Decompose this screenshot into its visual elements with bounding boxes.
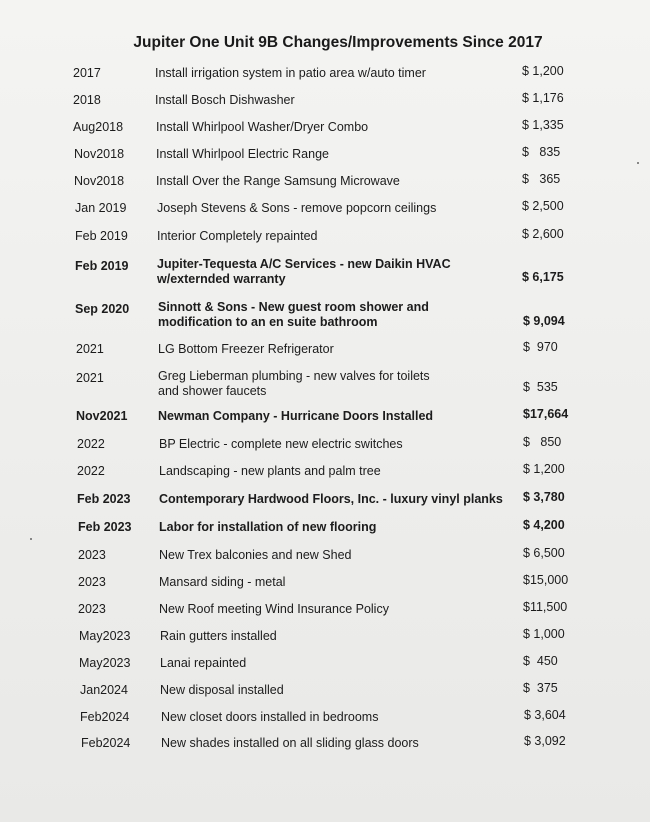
row-description-line: Joseph Stevens & Sons - remove popcorn ceilings [157,201,437,215]
row-description-line: Rain gutters installed [160,629,277,643]
row-amount: $ 2,500 [522,199,564,213]
row-description [159,464,381,479]
row-description-line: New Trex balconies and new Shed [159,548,352,562]
row-date: Feb2024 [80,710,130,724]
row-amount: $ 2,600 [522,227,564,241]
row-amount: $ 3,604 [524,708,566,722]
row-description [161,710,378,725]
paper-speck [30,538,32,540]
row-description [160,683,284,698]
row-date: Nov2021 [76,409,128,423]
page-title: Jupiter One Unit 9B Changes/Improvements Since 2017 [133,34,543,51]
row-date: Sep 2020 [75,302,130,316]
row-description [157,201,436,216]
row-description-line: LG Bottom Freezer Refrigerator [158,342,334,356]
row-description [159,602,389,617]
row-date: 2021 [76,342,104,356]
row-description [156,120,368,135]
row-date: 2023 [78,575,106,589]
row-description-line: Labor for installation of new flooring [159,520,377,534]
row-description-line: Install irrigation system in patio area w/auto timer [155,66,426,80]
row-description-line: Install Whirlpool Electric Range [156,147,329,161]
row-date: Feb 2023 [77,492,131,506]
row-description-line: Install Bosch Dishwasher [155,93,295,107]
row-date: May2023 [79,656,131,670]
row-description [156,147,329,162]
row-description-line: Greg Lieberman plumbing - new valves for toilets [158,369,430,383]
row-amount: $ 970 [523,340,558,354]
row-description-line: Install Whirlpool Washer/Dryer Combo [156,120,369,134]
row-amount: $11,500 [523,600,568,614]
row-description [155,66,426,81]
row-description [158,300,429,330]
row-description-line: New shades installed on all sliding glass doors [161,736,419,750]
row-description-line: Jupiter-Tequesta A/C Services - new Daikin HVAC [157,257,451,271]
row-date: 2021 [76,371,104,385]
row-amount: $15,000 [523,573,569,587]
row-date: Nov2018 [74,147,125,161]
row-description [155,93,295,108]
row-amount: $ 1,176 [522,91,564,105]
row-description [157,229,318,244]
row-description [157,257,451,287]
row-date: Nov2018 [74,174,125,188]
row-amount: $ 835 [522,145,561,159]
row-amount: $ 1,335 [522,118,564,132]
row-description [158,369,430,399]
row-description-line: Landscaping - new plants and palm tree [159,464,381,478]
row-amount: $ 9,094 [523,314,565,328]
row-date: 2022 [77,464,105,478]
row-date: Feb 2019 [75,229,128,243]
row-description [156,174,400,189]
row-description-line: Lanai repainted [160,656,247,670]
row-description-line: and shower faucets [158,384,267,398]
row-description [159,437,403,452]
row-description-line: New closet doors installed in bedrooms [161,710,379,724]
row-date: Aug2018 [73,120,124,134]
row-amount: $ 1,000 [523,627,565,641]
row-description-line: Interior Completely repainted [157,229,318,243]
row-amount: $ 850 [523,435,562,449]
row-amount: $ 1,200 [523,462,565,476]
row-date: 2018 [73,93,101,107]
row-amount: $ 365 [522,172,561,186]
row-amount: $ 375 [523,681,558,695]
row-date: 2023 [78,602,106,616]
row-description [159,548,351,563]
row-description [158,409,433,424]
row-date: Feb 2019 [75,259,129,273]
row-description-line: w/externded warranty [157,272,286,286]
row-description-line: Newman Company - Hurricane Doors Installed [158,409,434,423]
row-description [161,736,419,751]
row-date: 2022 [77,437,105,451]
row-date: Jan 2019 [75,201,127,215]
row-description [159,575,285,590]
row-description [159,492,503,507]
row-description [160,629,277,644]
row-description-line: modification to an en suite bathroom [158,315,378,329]
row-date: May2023 [79,629,131,643]
row-date: 2017 [73,66,101,80]
row-amount: $ 6,500 [523,546,565,560]
row-description [160,656,246,671]
row-description [159,520,376,535]
row-description-line: Install Over the Range Samsung Microwave [156,174,400,188]
row-date: Feb 2023 [78,520,132,534]
row-description-line: BP Electric - complete new electric switches [159,437,403,451]
row-description-line: Mansard siding - metal [159,575,286,589]
row-description [158,342,334,357]
row-amount: $ 450 [523,654,558,668]
row-amount: $ 4,200 [523,518,565,532]
row-date: 2023 [78,548,106,562]
row-description-line: New disposal installed [160,683,284,697]
row-description-line: Sinnott & Sons - New guest room shower and [158,300,429,314]
row-amount: $ 535 [523,380,558,394]
paper-speck [637,162,639,164]
row-description-line: Contemporary Hardwood Floors, Inc. - luxury vinyl planks [159,492,503,506]
row-date: Feb2024 [81,736,131,750]
row-amount: $ 3,780 [523,490,565,504]
row-description-line: New Roof meeting Wind Insurance Policy [159,602,389,616]
row-amount: $ 3,092 [524,734,566,748]
row-date: Jan2024 [80,683,128,697]
row-amount: $17,664 [523,407,569,421]
row-amount: $ 1,200 [522,64,564,78]
row-amount: $ 6,175 [522,270,564,284]
